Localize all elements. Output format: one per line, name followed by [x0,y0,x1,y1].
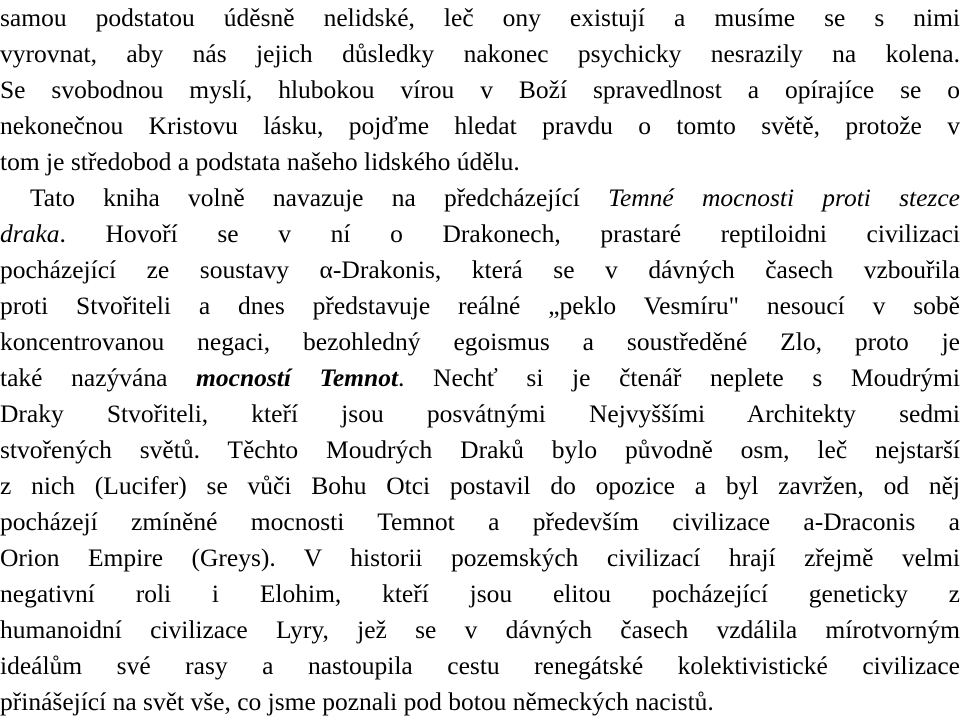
text-line: Orion Empire (Greys). V historii pozemských civilizací hrají zřejmě velmi [0,540,960,576]
text-line: ideálům své rasy a nastoupila cestu renegátské kolektivistické civilizace [0,648,960,684]
text-line: humanoidní civilizace Lyry, jež se v dávných časech vzdálila mírotvorným [0,612,960,648]
book-title-italic: Temné mocnosti proti stezce [608,183,960,212]
book-title-italic: draka [0,219,60,248]
text-line [0,360,960,396]
emphasis-bold-italic: mocností Temnot [196,363,398,392]
text-line: samou podstatou úděsně nelidské, leč ony existují a musíme se s nimi [0,0,960,36]
text-line: pocházejí zmíněné mocnosti Temnot a především civilizace a-Draconis a [0,504,960,540]
text-line: pocházející ze soustavy α-Drakonis, která se v dávných časech vzbouřila [0,252,960,288]
text-line [0,216,960,252]
text-run: . Hovoří se v ní o Drakonech, prastaré reptiloidni civilizaci [60,219,960,248]
text-line: proti Stvořiteli a dnes představuje reálné „peklo Vesmíru" nesoucí v sobě [0,288,960,324]
text-line: Se svobodnou myslí, hlubokou vírou v Boží spravedlnost a opírajíce se o [0,72,960,108]
text-line: negativní roli i Elohim, kteří jsou elitou pocházející geneticky z [0,576,960,612]
text-line: přinášející na svět vše, co jsme poznali pod botou německých nacistů. [0,684,960,720]
text-run: Tato kniha volně navazuje na předcházející [30,183,608,212]
text-line: koncentrovanou negaci, bezohledný egoismus a soustředěné Zlo, proto je [0,324,960,360]
text-run: také nazývána [0,363,196,392]
text-line: Draky Stvořiteli, kteří jsou posvátnými Nejvyššími Architekty sedmi [0,396,960,432]
text-line: stvořených světů. Těchto Moudrých Draků bylo původně osm, leč nejstarší [0,432,960,468]
text-line: nekonečnou Kristovu lásku, pojďme hledat pravdu o tomto světě, protože v [0,108,960,144]
text-line: vyrovnat, aby nás jejich důsledky nakonec psychicky nesrazily na kolena. [0,36,960,72]
text-line [0,180,960,216]
text-line: tom je středobod a podstata našeho lidského údělu. [0,144,960,180]
text-run: . Nechť si je čtenář neplete s Moudrými [398,363,960,392]
text-line: z nich (Lucifer) se vůči Bohu Otci postavil do opozice a byl zavržen, od něj [0,468,960,504]
